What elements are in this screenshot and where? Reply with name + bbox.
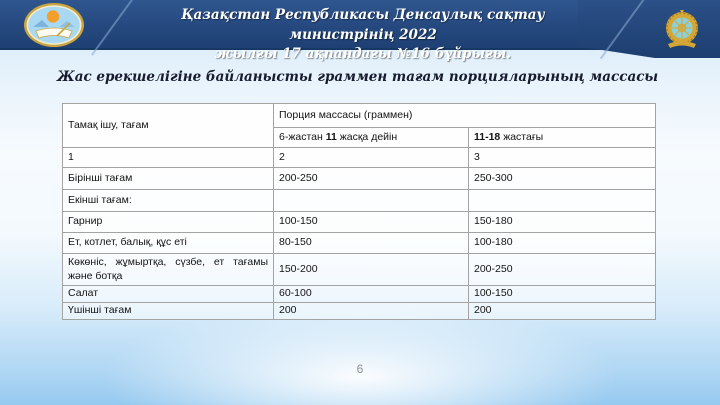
cell: 60-100 <box>274 286 469 303</box>
cell: 150-180 <box>469 212 656 233</box>
cell: 2 <box>274 148 469 168</box>
table-row <box>63 148 656 168</box>
cell <box>274 190 469 212</box>
table-row <box>63 233 656 254</box>
cell: Екінші тағам: <box>63 190 274 212</box>
cell: Салат <box>63 286 274 303</box>
cell: Үшінші тағам <box>63 303 274 320</box>
subheader-text: 6-жастан <box>279 130 326 143</box>
cell: 150-200 <box>274 254 469 286</box>
cell: 200-250 <box>469 254 656 286</box>
cell: Көкөніс, жұмыртқа, сүзбе, ет тағамы және ботқа <box>63 254 274 286</box>
slide-title <box>128 6 598 65</box>
cell: 1 <box>63 148 274 168</box>
cell: 100-150 <box>274 212 469 233</box>
table-row <box>63 303 656 320</box>
cell: 100-180 <box>469 233 656 254</box>
subheader-number: 11-18 <box>474 130 501 143</box>
table-row <box>63 190 656 212</box>
cell: 200 <box>274 303 469 320</box>
cell: Гарнир <box>63 212 274 233</box>
slide-title-line1: Қазақстан Республикасы Денсаулық сақтау министрінің 2022 <box>181 7 545 43</box>
section-heading: Жас ерекшелігіне байланысты граммен тағам порцияларының массасы <box>57 69 659 85</box>
table-row <box>63 286 656 303</box>
ministry-logo-icon <box>23 2 85 53</box>
col-subheader-age-6-11 <box>274 128 469 148</box>
portion-table-container <box>62 103 656 320</box>
col-subheader-age-11-18 <box>469 128 656 148</box>
cell: 3 <box>469 148 656 168</box>
table-row <box>63 254 656 286</box>
cell: Бірінші тағам <box>63 168 274 190</box>
table-row <box>63 212 656 233</box>
cell: 200 <box>469 303 656 320</box>
page-number: 6 <box>356 362 364 376</box>
cell: 80-150 <box>274 233 469 254</box>
cell: 250-300 <box>469 168 656 190</box>
col-header-portion-mass: Порция массасы (граммен) <box>274 104 656 128</box>
table-header-row <box>63 104 656 128</box>
portion-table <box>62 103 656 320</box>
cell <box>469 190 656 212</box>
subheader-text: жастағы <box>500 130 544 143</box>
cell: 200-250 <box>274 168 469 190</box>
state-emblem-icon <box>662 8 702 59</box>
cell: Ет, котлет, балық, құс еті <box>63 233 274 254</box>
subheader-number: 11 <box>325 130 337 143</box>
slide-title-line2: жылғы 17 ақпандағы №16 бұйрығы. <box>214 46 512 63</box>
table-row <box>63 168 656 190</box>
cell: 100-150 <box>469 286 656 303</box>
col-header-meal: Тамақ ішу, тағам <box>63 104 274 148</box>
subheader-text: жасқа дейін <box>336 130 398 143</box>
